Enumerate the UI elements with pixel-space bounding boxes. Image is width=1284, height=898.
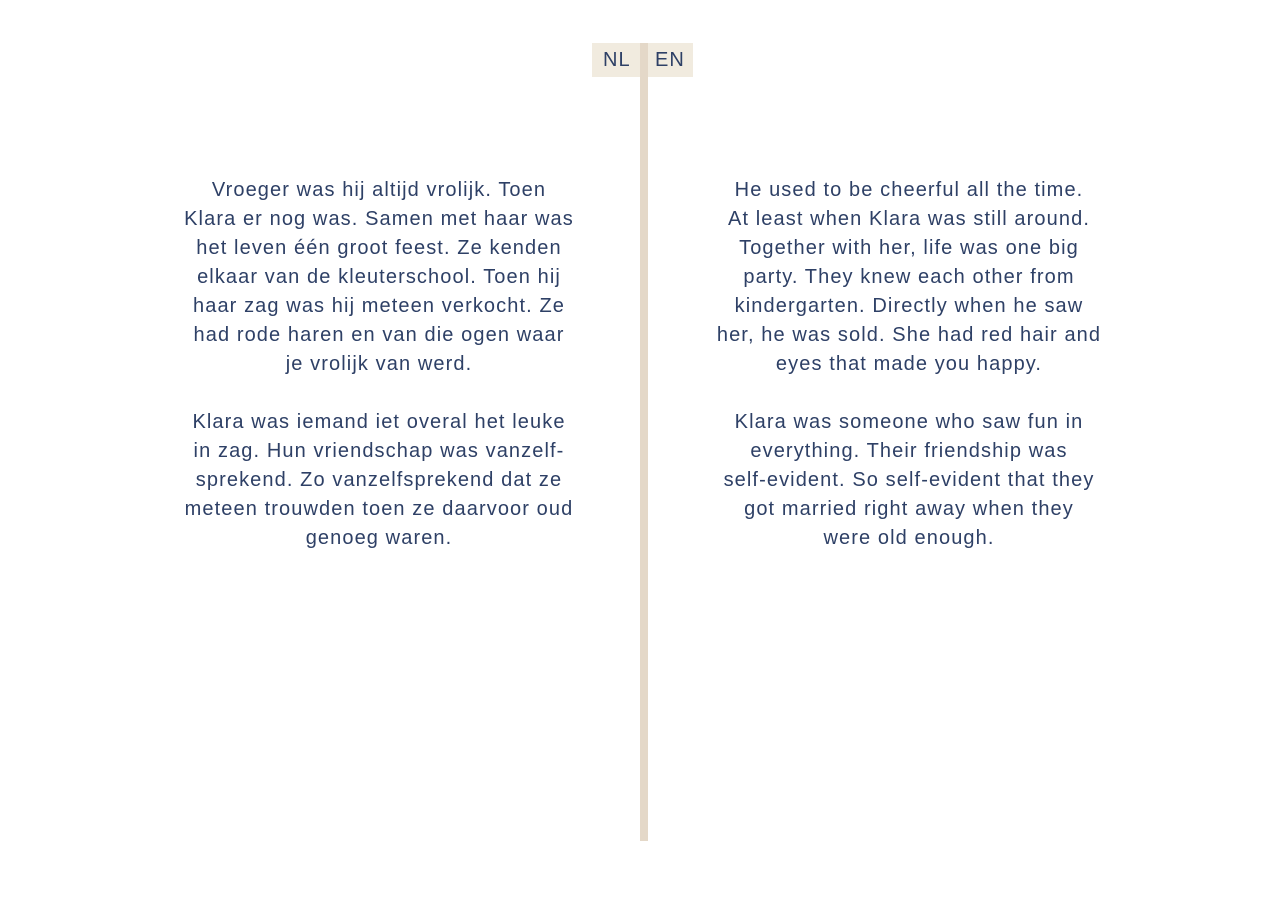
text-line: At least when Klara was still around. — [728, 208, 1090, 230]
text-line: in zag. Hun vriendschap was vanzelf- — [193, 440, 565, 462]
english-paragraph-1 — [699, 176, 1119, 379]
text-line: got married right away when they — [744, 498, 1074, 520]
english-text-column — [699, 176, 1119, 582]
language-tab-nl[interactable]: NL — [603, 49, 631, 71]
text-line: haar zag was hij meteen verkocht. Ze — [193, 295, 565, 317]
text-line: everything. Their friendship was — [750, 440, 1068, 462]
english-paragraph-2 — [699, 408, 1119, 553]
text-line: genoeg waren. — [305, 527, 453, 549]
text-line: Together with her, life was one big — [739, 237, 1079, 259]
text-line: je vrolijk van werd. — [285, 353, 473, 375]
text-line: kindergarten. Directly when he saw — [734, 295, 1084, 317]
dutch-text-column — [169, 176, 589, 582]
column-divider — [640, 43, 648, 841]
text-line: sprekend. Zo vanzelfsprekend dat ze — [195, 469, 563, 491]
text-line: were old enough. — [823, 527, 995, 549]
text-line: Vroeger was hij altijd vrolijk. Toen — [211, 179, 547, 201]
text-line: meteen trouwden toen ze daarvoor oud — [184, 498, 574, 520]
text-line: had rode haren en van die ogen waar — [193, 324, 565, 346]
text-line: self-evident. So self-evident that they — [723, 469, 1095, 491]
text-line: Klara er nog was. Samen met haar was — [184, 208, 574, 230]
text-line: elkaar van de kleuterschool. Toen hij — [197, 266, 561, 288]
text-line: Klara was someone who saw fun in — [734, 411, 1084, 433]
text-line: het leven één groot feest. Ze kenden — [196, 237, 562, 259]
language-tab-en[interactable]: EN — [655, 49, 685, 71]
dutch-paragraph-1 — [169, 176, 589, 379]
text-line: Klara was iemand iet overal het leuke — [192, 411, 566, 433]
dutch-paragraph-2 — [169, 408, 589, 553]
text-line: eyes that made you happy. — [775, 353, 1043, 375]
text-line: party. They knew each other from — [743, 266, 1075, 288]
text-line: her, he was sold. She had red hair and — [716, 324, 1102, 346]
text-line: He used to be cheerful all the time. — [734, 179, 1084, 201]
